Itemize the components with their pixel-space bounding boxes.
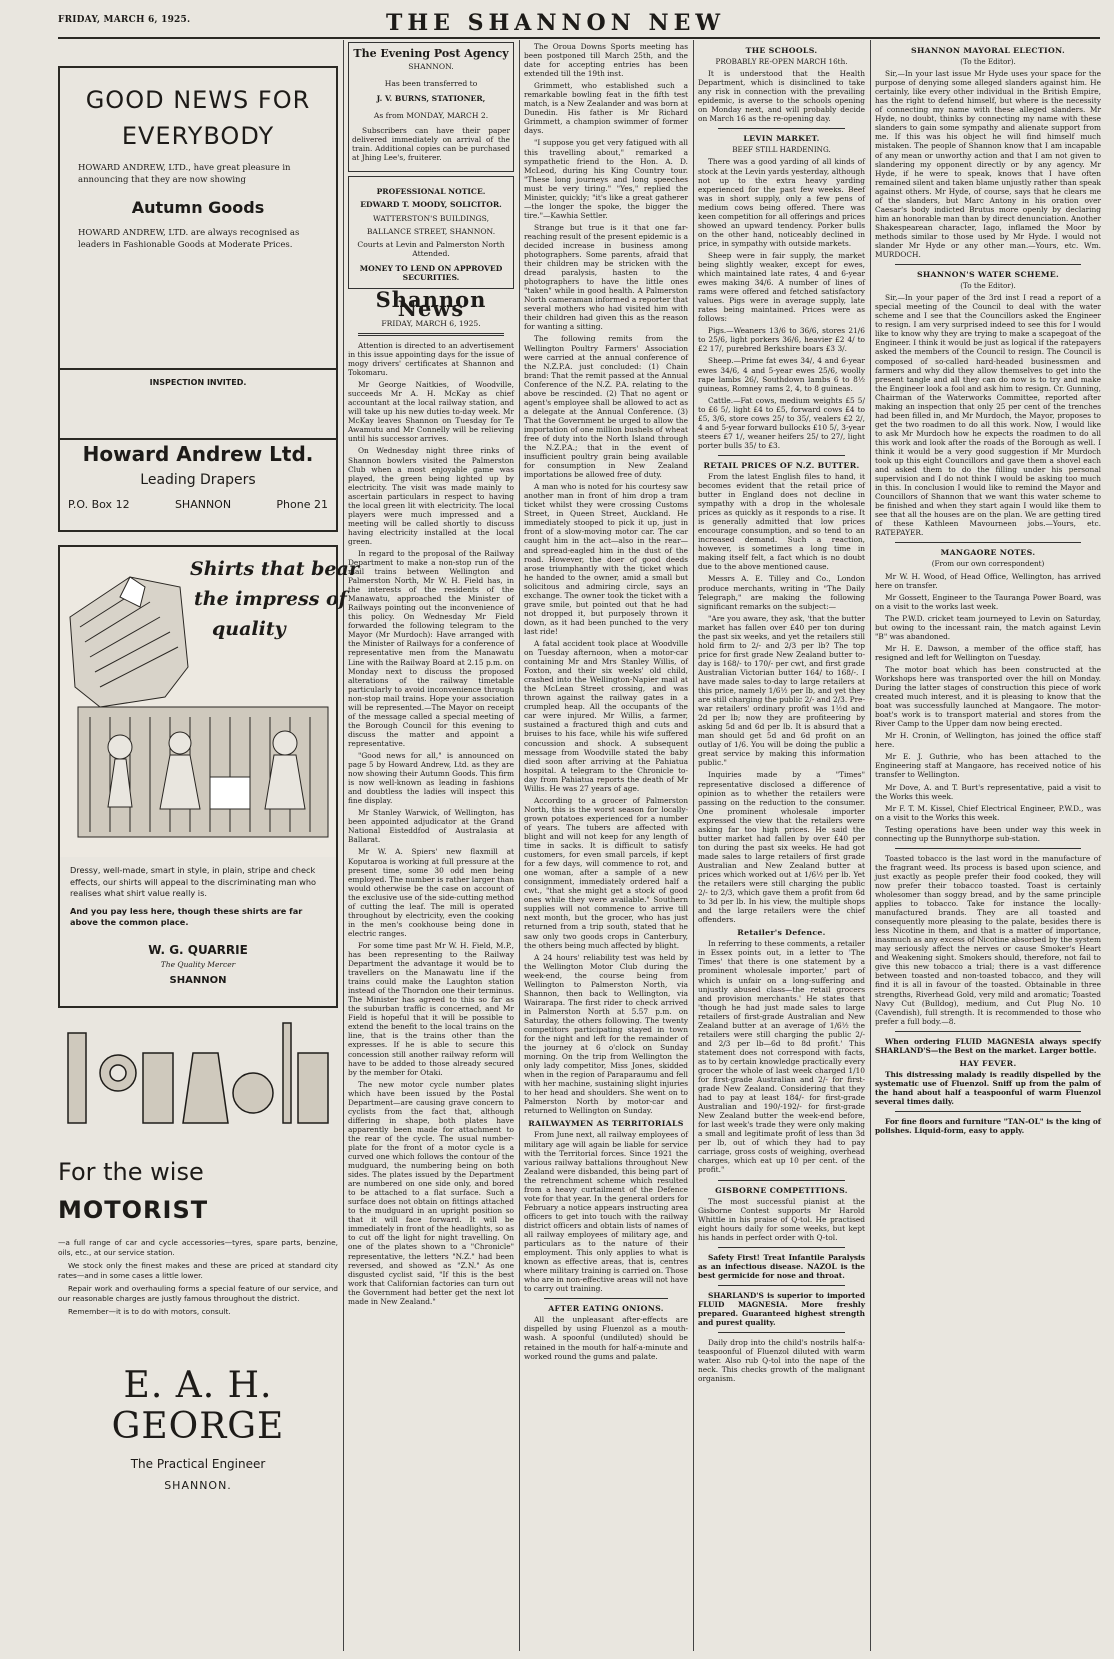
nazol-notice: Safety First! Treat Infantile Paralysis as an infectious disease. NAZOL is the best germicide for nose and throat.: [698, 1252, 865, 1280]
butter-para: Inquiries made by a "Times" representative disclosed a difference of opinion as to whether the retailers were passing on the reduction to the consumer. One prominent wholesale importer expressed the view that the retailers were asking far too high prices. He said the butter market had fallen by over £40 per ton during the past six weeks. He had got made sales to large retailers of first grade Australian and New Zealand butter at prices which worked out at 1/6½ per lb. Yet the retailers were still charging the public 2/- to 2/3, which gave them a profit from 6d to 3d per lb. In his view, the multiple shops and the large retailers were the chief offenders.: [698, 770, 865, 925]
tanol-notice: For fine floors and furniture "TAN-OL" is the king of polishes. Liquid-form, easy to apply.: [875, 1117, 1101, 1136]
water-subheading: (To the Editor).: [960, 281, 1016, 291]
nameplate-rule: [358, 333, 504, 336]
news-para: According to a grocer of Palmerston North, this is the worst season for locally-grown potatoes experienced for a number of years. The tubers are affected with blight and will not keep for any length of time in sacks. It is difficult to satisfy customers, for even small parcels, if kept for a few days, will commence to rot, and one woman, after a sample of a new consignment, immediately ordered half a cwt., "that she might get a stock of good ones while they were available." Southern supplies will not commence to arrive till next month, but the grocer, who has just returned from a trip south, stated that he saw only two goods crops in Canterbury, the others being much affected by blight.: [524, 795, 688, 950]
mangaore-subheading: (From our own correspondent): [931, 559, 1045, 569]
railwaymen-para: From June next, all railway employees of military age will again be liable for service with the Territorial forces. Since 1921 the various railway battalions throughout New Zealand were disbanded, this being part of the retrenchment scheme which resulted from a heavy curtailment of the Defence vote for that year. In the general orders for February a notice appears instructing area officers to get into touch with the railway district officers and obtain lists of names of all railway employees of military age, and particulars as to the nature of their employment. This only applies to what is known as effective areas, that is, centres where military training is carried on. Those who are in non-effective areas will not have to carry out training.: [524, 1130, 688, 1294]
slogan-line-2: the impress of: [194, 588, 347, 610]
news-para: The Oroua Downs Sports meeting has been postponed till March 25th, and the date for accepting entries has been extended till the 19th inst.: [524, 42, 688, 79]
sharland-notice: SHARLAND'S is superior to imported FLUID MAGNESIA. More freshly prepared. Guaranteed highest strength and purest quality.: [698, 1290, 865, 1328]
gisborne-heading: GISBORNE COMPETITIONS.: [715, 1185, 848, 1195]
mangaore-item: Testing operations have been under way this week in connecting up the Bunnythorpe sub-station.: [875, 824, 1101, 843]
mangaore-item: The motor boat which has been constructed at the Workshops here was transported over the hill on Monday. During the latter stages of construction this piece of work created much interest, and it is pleasing to know that the boat was successfully launched at Mangaore. The motor-boat's work is to transport material and stores from the River Camp to the Upper dam now being erected.: [875, 664, 1101, 729]
onions-heading: AFTER EATING ONIONS.: [548, 1304, 664, 1314]
autumn-goods: Autumn Goods: [131, 198, 265, 217]
mangaore-item: Mr H. E. Dawson, a member of the office staff, has resigned and left for Wellington on Tuesday.: [875, 643, 1101, 662]
column-3: [524, 42, 688, 1652]
section-rule: [895, 848, 1081, 849]
mercer-town: SHANNON: [169, 974, 227, 986]
ad-leaders: HOWARD ANDREW, LTD. are always recognised as leaders in Fashionable Goods at Moderate Prices.: [78, 228, 300, 250]
magnesia-notice: When ordering FLUID MAGNESIA always specify SHARLAND'S—the Best on the market. Larger bottle.: [875, 1036, 1101, 1055]
section-rule: [895, 542, 1081, 543]
masthead-title: THE SHANNON NEW: [386, 10, 726, 36]
car-accessories-image: [58, 1013, 338, 1141]
retailers-defence-heading: Retailer's Defence.: [737, 928, 826, 938]
news-para: A fatal accident took place at Woodville on Tuesday afternoon, when a motor-car containing Mr and Mrs Stanley Willis, of Foxton, and their six weeks' old child, crashed into the Wellington-Napier mail at the McLean Street crossing, and was thrown against the railway gates in a crumpled heap. All the occupants of the car were injured. Mr Willis, a farmer, sustained a fractured thigh and cuts and bruises to his face, while his wife suffered concussion and shock. A subsequent message from Woodville stated the baby died soon after arriving at the Pahiatua hospital. A telegram to the Chronicle to-day from Pahiatua reports the death of Mr Willis. He was 27 years of age.: [524, 639, 688, 793]
section-rule: [895, 1031, 1081, 1032]
news-para: The new motor cycle number plates which have been issued by the Postal Department—are causing grave concern to cyclists from the fact that, although differing in shape, both plates have apparently been made for attachment to the rear of the cycle. The usual number-plate for the front of a motor cycle is a curved one which follows the contour of the mudguard, the numbering being on both sides. The plates issued by the Department are numbered on one side only, and bored to be attached to a flat surface. Such a surface does not obtain on fittings attached to the mudguard in an upright position so that it will face forward. It will be immediately in front of the headlights, so as to cut off the light for night travelling. On one of the plates shown to a "Chronicle" representative, the letters "N.Z." had been reversed, and showed as "Z.N." As one disgusted cyclist said, "If this is the best work that Californian factories can turn out the Government had better get the next lot made in New Zealand.": [348, 1079, 514, 1306]
ad-intro: HOWARD ANDREW, LTD., have great pleasure in announcing that they are now showing: [78, 163, 291, 185]
column-5: [875, 42, 1101, 1652]
levin-para: Sheep.—Prime fat ewes 34/, 4 and 6-year ewes 34/6, 4 and 5-year ewes 25/6, woolly rape lambs 26/, Southdown lambs 6 to 8½ guineas, Romney rams 2, 4, to 8 guineas.: [698, 356, 865, 393]
butter-para: Messrs A. E. Tilley and Co., London produce merchants, writing in "The Daily Telegraph," are making the following significant remarks on the subject:—: [698, 574, 865, 611]
section-rule: [718, 1285, 845, 1286]
levin-subheading: BEEF STILL HARDENING.: [732, 145, 831, 155]
news-para: Mr W. A. Spiers' new flaxmill at Koputaroa is working at full pressure at the present time, some 30 odd men being employed. The number is rather larger than would otherwise be the case on account of the exclusive use of the side-cutting method of cutting the leaf. The mill is operated throughout by electricity, even the cooking in the men's cookhouse being done in electric ranges.: [348, 847, 514, 938]
mayoral-letter: Sir,—In your last issue Mr Hyde uses your space for the purpose of denying some alleged slanders against him. He certainly, like every other individual in the British Empire, has the right to defend himself, but where is the necessity of connecting my name with these alleged slanders. Mr Hyde, no doubt, thinks by connecting my name with these slanders to gain some sympathy and alienate support from me. If this was his object he will find himself much mistaken. The people of Shannon know that I am incapable of any mean or unworthy action and that I am not given to slandering my opponent directly or by any agency. Mr Hyde, if he were to speak, knows that I have often remained silent and taken blame unjustly rather than speak against others. Mr Hyde, of course, says that he clears me of the slanders, but Marc Antony in his oration over Caesar's body indicted Brutus more openly by declaring him an honorable man than by direct denunciation. Another Shakespearean character, Iago, inflamed the Moor by methods similar to those used by Mr Hyde. I would not slander Mr Hyde or any other man.—Yours, etc. Wm. MURDOCH.: [875, 69, 1101, 260]
howard-andrew-ad: [58, 66, 338, 370]
george-town: SHANNON.: [164, 1479, 232, 1492]
butter-para: From the latest English files to hand, it becomes evident that the retail price of butter in England does not decline in sympathy with a drop in the wholesale prices as quickly as it responds to a rise. It is generally admitted that low prices encourage consumption, and so tend to an increased demand. Such a reaction, however, is sometimes a long time in making itself felt, a fact which is no doubt due to the above mentioned cause.: [698, 471, 865, 572]
column-rule: [519, 40, 520, 1651]
paper-date: FRIDAY, MARCH 6, 1925.: [381, 318, 481, 328]
mangaore-item: Mr E. J. Guthrie, who has been attached to the Engineering staff at Mangaore, has received notice of his transfer to Wellington.: [875, 752, 1101, 780]
hay-fever-para: This distressing malady is readily dispelled by the systematic use of Fluenzol. Sniff up from the palm of the hand about half a teaspoonful of warm Fluenzol several times daily.: [875, 1069, 1101, 1106]
news-para: A man who is noted for his courtesy saw another man in front of him drop a tram ticket whilst they were crossing Customs Street, in Queen Street, Auckland. He immediately stooped to pick it up, just in front of a slow-moving motor car. The car caught him in the act—also in the rear—and spread-eagled him in the dust of the road. However, the doer of good deeds arose triumphantly with the ticket which he handed to the owner, amid a small but solicitous and admiring circle, says an exchange. The owner took the ticket with a grave smile, but pointed out that he had not dropped it, but purposely thrown it down, as it had been punched to the very last ride!: [524, 482, 688, 636]
railwaymen-heading: RAILWAYMEN AS TERRITORIALS: [528, 1119, 684, 1129]
news-para: "Good news for all," is announced on page 5 by Howard Andrew, Ltd. as they are now showing their Autumn Goods. This firm is now well-known as leading in fashions and doubtless the ladies will inspect this fine display.: [348, 751, 514, 806]
prof-courts: Courts at Levin and Palmerston North Attended.: [357, 239, 505, 258]
professional-notice: [348, 176, 514, 288]
company-name: Howard Andrew Ltd.: [82, 442, 314, 466]
slogan-line-3: quality: [212, 618, 286, 640]
company-town: SHANNON: [174, 498, 232, 511]
slogan-line-1: Shirts that bear: [190, 558, 359, 580]
ad-headline: GOOD NEWS FOR: [85, 86, 311, 114]
agency-subscribers: Subscribers can have their paper delivered immediately on arrival of the train. Additional copies can be purchased at Jhing Lee's, fruiterer.: [352, 126, 510, 163]
water-letter: Sir,—In your paper of the 3rd inst I read a report of a special meeting of the Council to deal with the water scheme and I see that the Councillors asked the Engineer to resign. I am very surprised indeed to see this for I would like to know why they are trying to make a scapegoat of the Engineer. I think it would be just as logical if the ratepayers asked the members of the Council to resign. The Council is composed of so-called hard-headed businessmen and farmers and why did they allow themselves to get into the present tangle and all they can do now is to try and make the Engineer look a fool and ask him to resign. Cr. Gunning, Chairman of the Waterworks Committee, reported after making an inspection that only 25 per cent of the trenches had been filled in, and Mr Murdoch, the Mayor, proposes to get the two roadmen to do all this work. Now, I would like to ask Mr Murdoch how he expects the roadmen to do all this work and look after the roads of the Borough as well. I think it would be a very good suggestion if Mr Murdoch took up this eight Councillors and gave them a shovel each and asked them to do the filling under his personal supervision and I do not think I would be asking too much in this. In conclusion I would like to remind the Mayor and Councillors of Shannon that we want this water scheme to be finished and when they start again I would like them to see that all the houses are on the plan. We are getting tired of these Kathleen Mavourneen jobs.—Yours, etc. RATEPAYER.: [875, 293, 1101, 538]
butter-heading: RETAIL PRICES OF N.Z. BUTTER.: [703, 460, 860, 470]
gisborne-para: The most successful pianist at the Gisborne Contest supports Mr Harold Whittle in his praise of Q-tol. He practised eight hours daily for some weeks, but kept his hands in perfect order with Q-tol.: [698, 1196, 865, 1242]
paper-nameplate: Shannon News: [375, 286, 487, 321]
column-rule: [870, 40, 871, 1651]
mangaore-item: Mr W. H. Wood, of Head Office, Wellington, has arrived here on transfer.: [875, 571, 1101, 590]
george-trade: The Practical Engineer: [130, 1457, 266, 1471]
agency-date: As from MONDAY, MARCH 2.: [373, 111, 489, 121]
levin-para: Cattle.—Fat cows, medium weights £5 5/ to £6 5/, light £4 to £5, forward cows £4 to £5, 3/6, store cows 25/ to 35/, vealers £2 2/, 4 and 5-year forward bullocks £10 5/, 3-year steers £7 1/, weaner heifers 25/ to 27/, light porter bulls 35/ to £3.: [698, 395, 865, 450]
phone-number: Phone 21: [276, 498, 328, 511]
mangaore-item: Mr F. T. M. Kissel, Chief Electrical Engineer, P.W.D., was on a visit to the Works this week.: [875, 803, 1101, 822]
section-rule: [718, 455, 845, 456]
quarrie-shirts-ad: [58, 545, 359, 1008]
agency-name: J. V. BURNS, STATIONER,: [376, 94, 486, 104]
mercer-name: W. G. QUARRIE: [148, 942, 248, 957]
accessories-illustration: [58, 1013, 338, 1141]
news-para: A 24 hours' reliability test was held by the Wellington Motor Club during the week-end, the course being from Wellington to Palmerston North, via Shannon, then back to Wellington, via Wairarapa. The first rider to check arrived in Palmerston North at 5.57 p.m. on Saturday, the others following. The twenty competitors participating stayed in town for the night and left for the remainder of the journey at 6 o'clock on Sunday morning. On the trip from Wellington the only lady competitor, Miss Jones, skidded when in the region of Paraparaumu and fell with her machine, sustaining slight injuries to her head and shoulders. She went on to Palmerston North by motor-car and returned to Wellington on Sunday.: [524, 952, 688, 1116]
news-para: Strange but true is it that one far-reaching result of the present epidemic is a decided increase in business among photographers. Some parents, afraid that their children may be stricken with the dread paralysis, hasten to the photographers to have the little ones "taken" while in good health. A Palmerston North cameraman informed a reporter that several mothers who had visited him with their children had given this as the reason for wanting a sitting.: [524, 222, 688, 332]
shirt-copy-2: And you pay less here, though these shirts are far above the common place.: [70, 905, 303, 927]
news-para: For some time past Mr W. H. Field, M.P., has been representing to the Railway Department the advantage it would be to travellers on the Manawatu line if the trains could make the Laughton station instead of the Thorndon one their terminus. The Minister has agreed to this so far as the suburban traffic is concerned, and Mr Field is hopeful that it will be possible to extend the benefit to the local trains on the line, that is the trains other than the expresses. If he is able to secure this concession still another railway reform will have to be added to those already secured by the member for Otaki.: [348, 940, 514, 1077]
agency-body: Has been transferred to: [384, 79, 478, 89]
company-trade: Leading Drapers: [140, 472, 256, 488]
po-box: P.O. Box 12: [68, 498, 130, 511]
column-rule: [693, 40, 694, 1651]
news-para: Grimmett, who established such a remarkable bowling feat in the fifth test match, is a New Zealander and was born at Dunedin. His father is Mr Richard Grimmett, a champion swimmer of former days.: [524, 81, 688, 136]
issue-date: FRIDAY, MARCH 6, 1925.: [58, 15, 191, 25]
george-p4: Remember—it is to do with motors, consult.: [68, 1307, 231, 1316]
agency-notice: [348, 42, 514, 172]
column-4: [698, 42, 865, 1652]
mercer-tagline: The Quality Mercer: [160, 959, 236, 969]
schools-para: It is understood that the Health Department, which is disinclined to take any risk in connection with the prevailing epidemic, is averse to the schools opening on Monday next, and will probably decide on March 16 as the re-opening day.: [698, 69, 865, 124]
george-name: E. A. H. GEORGE: [111, 1365, 285, 1447]
inspection-invited: INSPECTION INVITED.: [149, 378, 247, 387]
shirt-copy: Dressy, well-made, smart in style, in plain, stripe and check effects, our shirts will appeal to the discriminating man who realises what shirt value really is.: [70, 865, 317, 898]
onions-para: All the unpleasant after-effects are dispelled by using Fluenzol as a mouth-wash. A spoonful (undiluted) should be retained in the mouth for half-a-minute and worked round the gums and palate.: [524, 1315, 688, 1361]
mangaore-heading: MANGAORE NOTES.: [940, 548, 1036, 558]
george-copy: [58, 1238, 338, 1317]
butter-para: In referring to these comments, a retailer in Essex points out, in a letter to 'The Times' that there is one statement by a prominent wholesale importer,' part of which is unfair on a long-suffering and unjustly abused class—the retail grocers and provision merchants.' He states that 'though he had just made sales to large retailers of first-grade Australian and New Zealand butter at an average of 1/6½ the retailers were still charging the public 2/- and 2/3 per lb—6d to 8d profit.' This statement does not correspond with facts, as to by certain knowledge practically every grocer the whole of last week charged 1/10 for first-grade Australian and 2/- for first-grade New Zealand. Considering that they had to pay at least 184/- for first-grade Australian and 190/-192/- for first-grade New Zealand butter the week-end before, for last week's trade they were only making a small and legitimate profit of less than 3d per lb, out of which they had to pay carriage, gross costs of weighing, overhead charges, which eat up 10 per cent. of the profit.": [698, 939, 865, 1175]
levin-para: Pigs.—Weaners 13/6 to 36/6, stores 21/6 to 25/6, light porkers 36/6, heavier £2 4/ to £2 17/, purebred Berkshire boars £3 3/.: [698, 326, 865, 354]
column-rule: [343, 40, 344, 1651]
mangaore-item: The P.W.D. cricket team journeyed to Levin on Saturday, but owing to the incessant rain, the match against Levin "B" was abandoned.: [875, 613, 1101, 641]
george-p3: Repair work and overhauling forms a special feature of our service, and our reasonable charges are justly famous throughout the district.: [58, 1284, 338, 1303]
fluenzol-notice: Daily drop into the child's nostrils half-a-teaspoonful of Fluenzol diluted with warm water. Also rub Q-tol into the nape of the neck. This checks growth of the malignant organism.: [698, 1338, 865, 1384]
levin-para: Sheep were in fair supply, the market being slightly weaker, except for ewes, which maintained late rates, 4 and 6-year ewes making 34/6. A number of lines of rams were offered and fetched satisfactory values. Pigs were in average supply, late rates being maintained. Prices were as follows:: [698, 250, 865, 324]
shirt-illustration: [60, 547, 359, 857]
prof-building: WATTERSTON'S BUILDINGS,: [372, 213, 490, 223]
prof-street: BALLANCE STREET, SHANNON.: [366, 226, 496, 236]
section-rule: [895, 264, 1081, 265]
news-para: Mr Stanley Warwick, of Wellington, has been appointed adjudicator at the Grand National Eisteddfod of Australasia at Ballarat.: [348, 808, 514, 845]
news-para: In regard to the proposal of the Railway Department to make a non-stop run of the mail trains between Wellington and Palmerston North, Mr W. H. Field has, in the interests of the residents of the Manawatu, approached the Minister of Railways pointing out the inconvenience of this policy. On Wednesday Mr Field forwarded the following telegram to the Mayor (Mr Murdoch): Have arranged with the Minister of Railways for a conference of representative men from the Manawatu Line with the Railway Board at 2.15 p.m. on Monday next to discuss the proposed alterations of the railway timetable particularly to avoid inconvenience through non-stop mail trains. Hope your association will be represented.—The Mayor on receipt of the message called a special meeting of the Borough Council for this evening to discuss the matter and appoint a representative.: [348, 548, 514, 748]
news-para: The following remits from the Wellington Poultry Farmers' Association were carried at the annual conference of the N.Z.P.A. just concluded: (1) Chain brand: That the remit passed at the Annual Conference of the N.Z. P.A. relating to the above be rescinded. (2) That no agent or agent's employee shall be allowed to act as a delegate at the Annual Conference. (3) That the Government be urged to allow the importation of one million bushels of wheat free of duty into the North Island through the N.Z.P.A.; that in the event of insufficient poultry grain being available for consumption in New Zealand importations be allowed free of duty.: [524, 334, 688, 480]
george-p2: We stock only the finest makes and these are priced at standard city rates—and in some cases a little lower.: [58, 1261, 338, 1280]
levin-heading: LEVIN MARKET.: [743, 134, 820, 144]
section-rule: [718, 1180, 845, 1181]
ad-wise-heading: For the wise: [58, 1158, 204, 1186]
section-rule: [718, 1332, 845, 1333]
section-rule: [718, 128, 845, 129]
tobacco-notice: Toasted tobacco is the last word in the manufacture of the fragrant weed. Its process is based upon science, and just exactly as people prefer their food cooked, they will now prefer their tobacco toasted. Toast is certainly wholesomer than soggy bread, and by the same principle applies to tobacco. Take for instance the locally-manufactured brands. They are all toasted and consequently more pleasing to the palate, besides there is less Nicotine in them, and that is a matter of importance, inasmuch as any excess of Nicotine absorbed by the system may seriously affect the nerves or cause Smoker's Heart and Weakening sight. Smokers should, therefore, not fail to give this new tobacco a trial; there is a vast difference between toasted and non-toasted tobacco, and they will find it is all in favour of the toasted. Obtainable in three strengths, Riverhead Gold, very mild and aromatic; Toasted Navy Cut (Bulldog), medium, and Cut Plug No. 10 (Cavendish), full strength. It is recommended to those who prefer a full body.—8.: [875, 853, 1101, 1026]
george-motorist-ad: [58, 1148, 338, 1648]
mangaore-item: Mr H. Cronin, of Wellington, has joined the office staff here.: [875, 731, 1101, 750]
schools-heading: THE SCHOOLS.: [745, 46, 818, 55]
news-para: "I suppose you get very fatigued with all this travelling about," remarked a sympathetic friend to the Hon. A. D. McLeod, during his King Country tour. "These long journeys and long speeches must be very tiring." "Yes," replied the Minister, quickly; "it's like a great gatherer—the longer the spoke, the bigger the tire."—Kawhia Settler.: [524, 138, 688, 220]
column-2: [348, 42, 514, 1652]
water-heading: SHANNON'S WATER SCHEME.: [916, 270, 1060, 280]
news-para: On Wednesday night three rinks of Shannon bowlers visited the Palmerston Club when a most enjoyable game was played, the green being lighted up by electricity. The visit was made mainly to ascertain particulars in respect to having the local green lit with electricity. The local players were much impressed and a meeting will be called shortly to discuss having electricity installed at the local green.: [348, 446, 514, 546]
section-rule: [718, 1247, 845, 1248]
news-para: Mr George Naitkies, of Woodville, succeeds Mr A. H. McKay as chief accountant at the local railway station, and will take up his new duties to-day week. Mr McKay leaves Shannon on Tuesday for Te Awamutu and Mr Connelly will be relieving until his successor arrives.: [348, 380, 514, 444]
prof-money: MONEY TO LEND ON APPROVED SECURITIES.: [359, 263, 503, 282]
section-rule: [544, 1298, 668, 1299]
howard-andrew-ad-bottom: [58, 370, 338, 440]
mayoral-subheading: (To the Editor).: [960, 57, 1016, 67]
mangaore-item: Mr Dove, A. and T. Burt's representative, paid a visit to the Works this week.: [875, 782, 1101, 801]
news-para: Attention is directed to an advertisement in this issue appointing days for the issue of mogy drivers' certificates at Shannon and Tokomaru.: [348, 340, 514, 378]
agency-town: SHANNON.: [408, 62, 454, 72]
mangaore-item: Mr Gossett, Engineer to the Tauranga Power Board, was on a visit to the works last week.: [875, 592, 1101, 611]
section-rule: [895, 1111, 1081, 1112]
mayoral-heading: SHANNON MAYORAL ELECTION.: [911, 46, 1065, 55]
george-p1: —a full range of car and cycle accessories—tyres, spare parts, benzine, oils, etc., at our service station.: [58, 1238, 338, 1257]
howard-andrew-ad-footer: [58, 440, 338, 532]
hay-fever-heading: HAY FEVER.: [959, 1058, 1017, 1068]
agency-heading: The Evening Post Agency: [353, 47, 509, 60]
schools-subheading: PROBABLY RE-OPEN MARCH 16th.: [715, 57, 848, 67]
prof-name: EDWARD T. MOODY, SOLICITOR.: [360, 200, 502, 210]
prof-heading: PROFESSIONAL NOTICE.: [376, 187, 486, 197]
ad-headline-2: EVERYBODY: [121, 122, 275, 150]
butter-para: "Are you aware, they ask, 'that the butter market has fallen over £40 per ton during the past six weeks, and yet the retailers still hold firm to 2/- and 2/3 per lb? The top price for first grade New Zealand butter to-day is 168/- to 170/- per cwt, and first grade Australian Victorian butter 164/ to 168/-. I have made sales to-day to large retailers at this price, namely 1/6½ per lb, and yet they are still charging the public 2/- and 2/3. Pre-war retailers' ordinary profit was 1½d and 2d per lb; now they are profiteering by asking 5d and 6d per lb. It is absurd that a man should get 5d and 6d profit on an outlay of 1/6. You will be doing the public a great service by making this information public.": [698, 613, 865, 768]
masthead-rule: [58, 37, 1100, 39]
levin-para: There was a good yarding of all kinds of stock at the Levin yards yesterday, although not up to the extra heavy yarding experienced for the past few weeks. Beef was in short supply, only a few pens of medium cows being offered. There was keen competition for all offerings and prices showed an upward tendency. Porker bulls on the other hand, noticeably declined in price, in sympathy with outside markets.: [698, 157, 865, 248]
ad-motorist-heading: MOTORIST: [58, 1196, 209, 1224]
